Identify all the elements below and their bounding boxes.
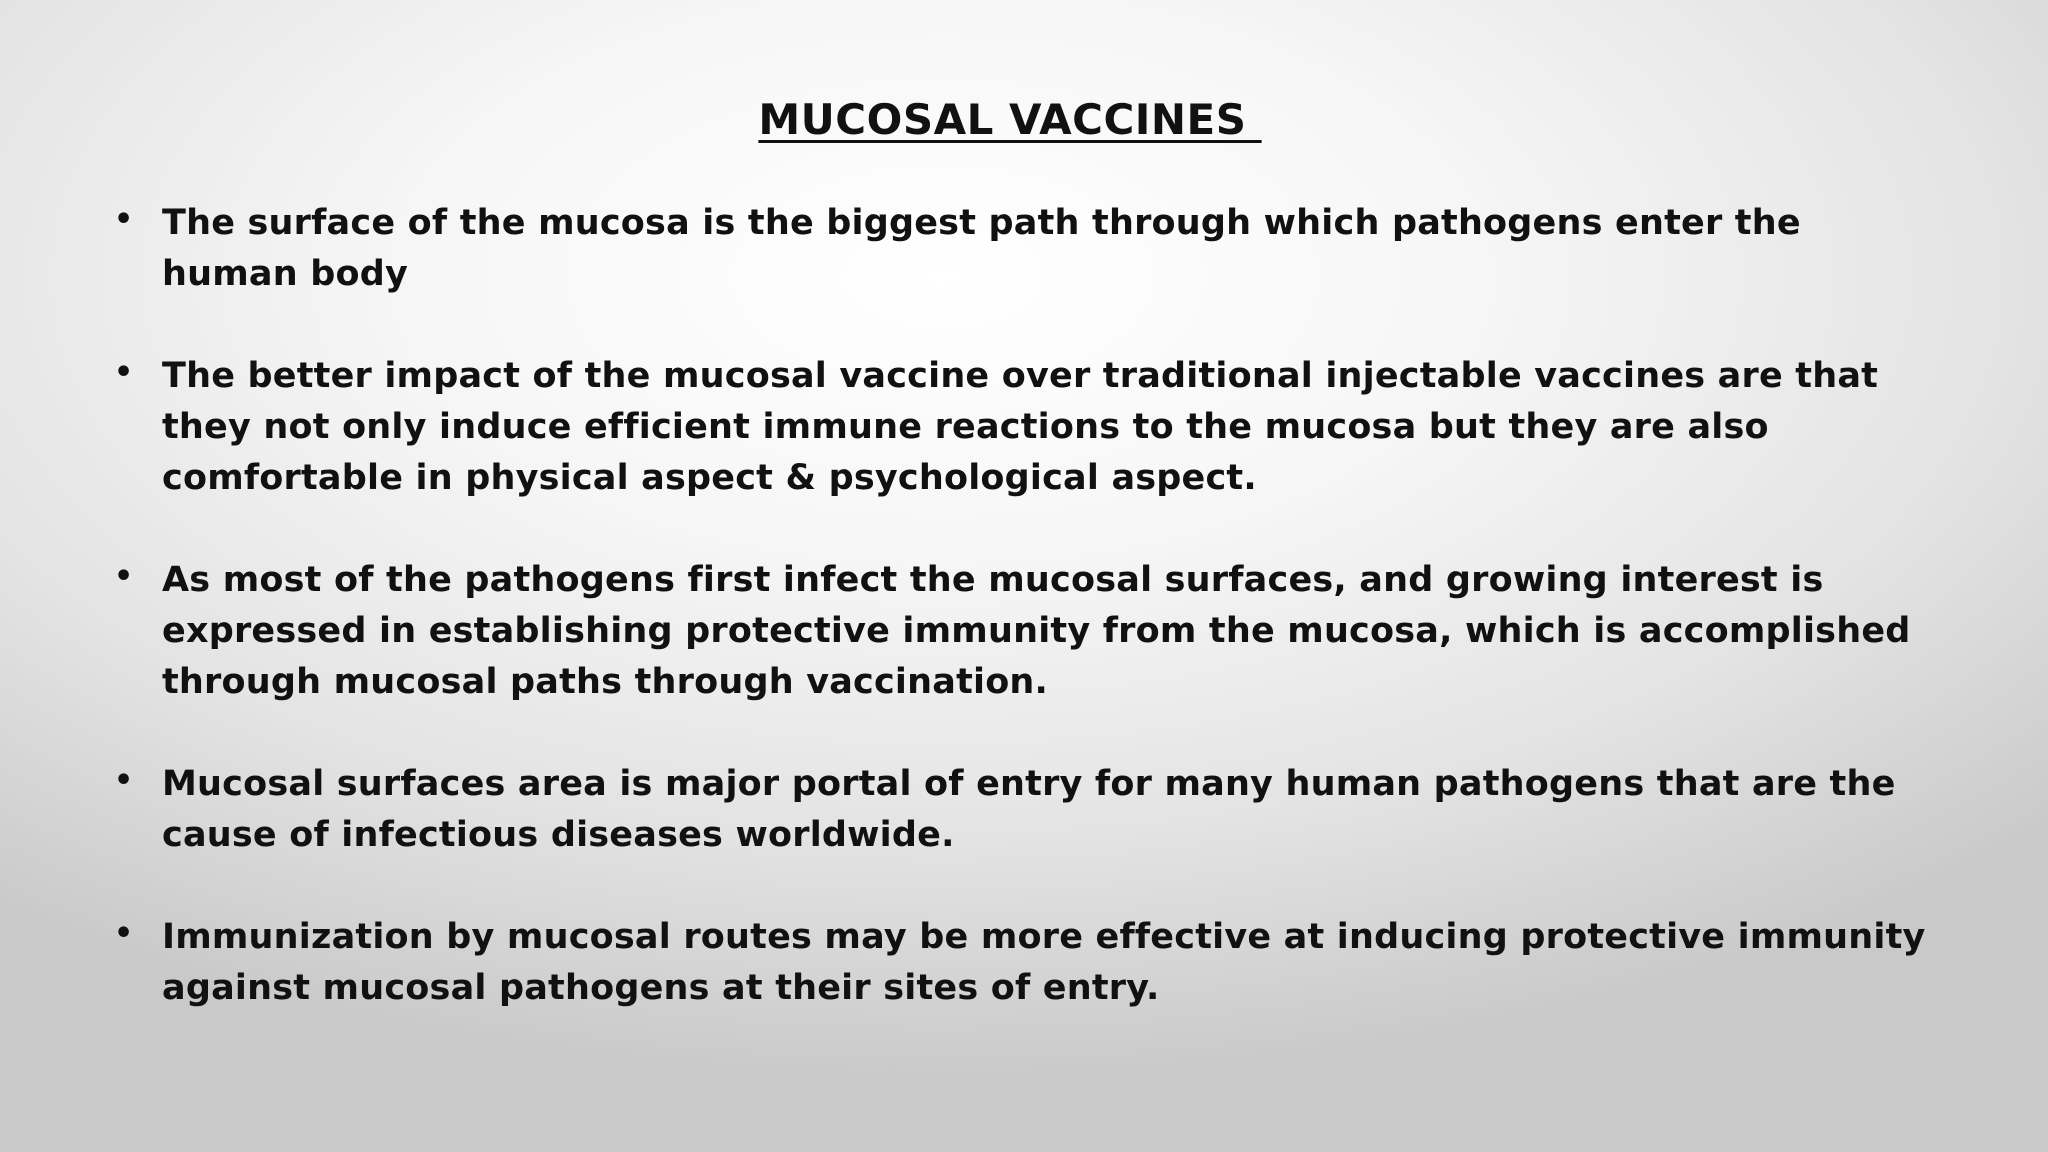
list-item [108, 912, 1938, 1014]
list-item [108, 555, 1938, 708]
bullet-text: The better impact of the mucosal vaccine over traditional injectable vaccines are that they not only induce efficient immune reactions to the mucosa but they are also comfortable in physical aspect & psychological aspect. [162, 356, 1879, 498]
bullet-text: The surface of the mucosa is the biggest path through which pathogens enter the human body [162, 203, 1801, 294]
bullet-list [108, 198, 1938, 1065]
bullet-icon: • [114, 202, 134, 237]
slide-title: MUCOSAL VACCINES [758, 95, 1262, 144]
bullet-icon: • [114, 916, 134, 951]
bullet-icon: • [114, 355, 134, 390]
bullet-icon: • [114, 559, 134, 594]
list-item [108, 198, 1938, 300]
list-item [108, 351, 1938, 504]
bullet-text: As most of the pathogens first infect the mucosal surfaces, and growing interest is expressed in establishing protective immunity from the mucosa, which is accomplished through mucosal paths through vaccination. [162, 560, 1911, 702]
bullet-text: Mucosal surfaces area is major portal of entry for many human pathogens that are the cause of infectious diseases worldwide. [162, 764, 1896, 855]
bullet-text: Immunization by mucosal routes may be more effective at inducing protective immunity against mucosal pathogens at their sites of entry. [162, 917, 1926, 1008]
bullet-icon: • [114, 763, 134, 798]
list-item [108, 759, 1938, 861]
